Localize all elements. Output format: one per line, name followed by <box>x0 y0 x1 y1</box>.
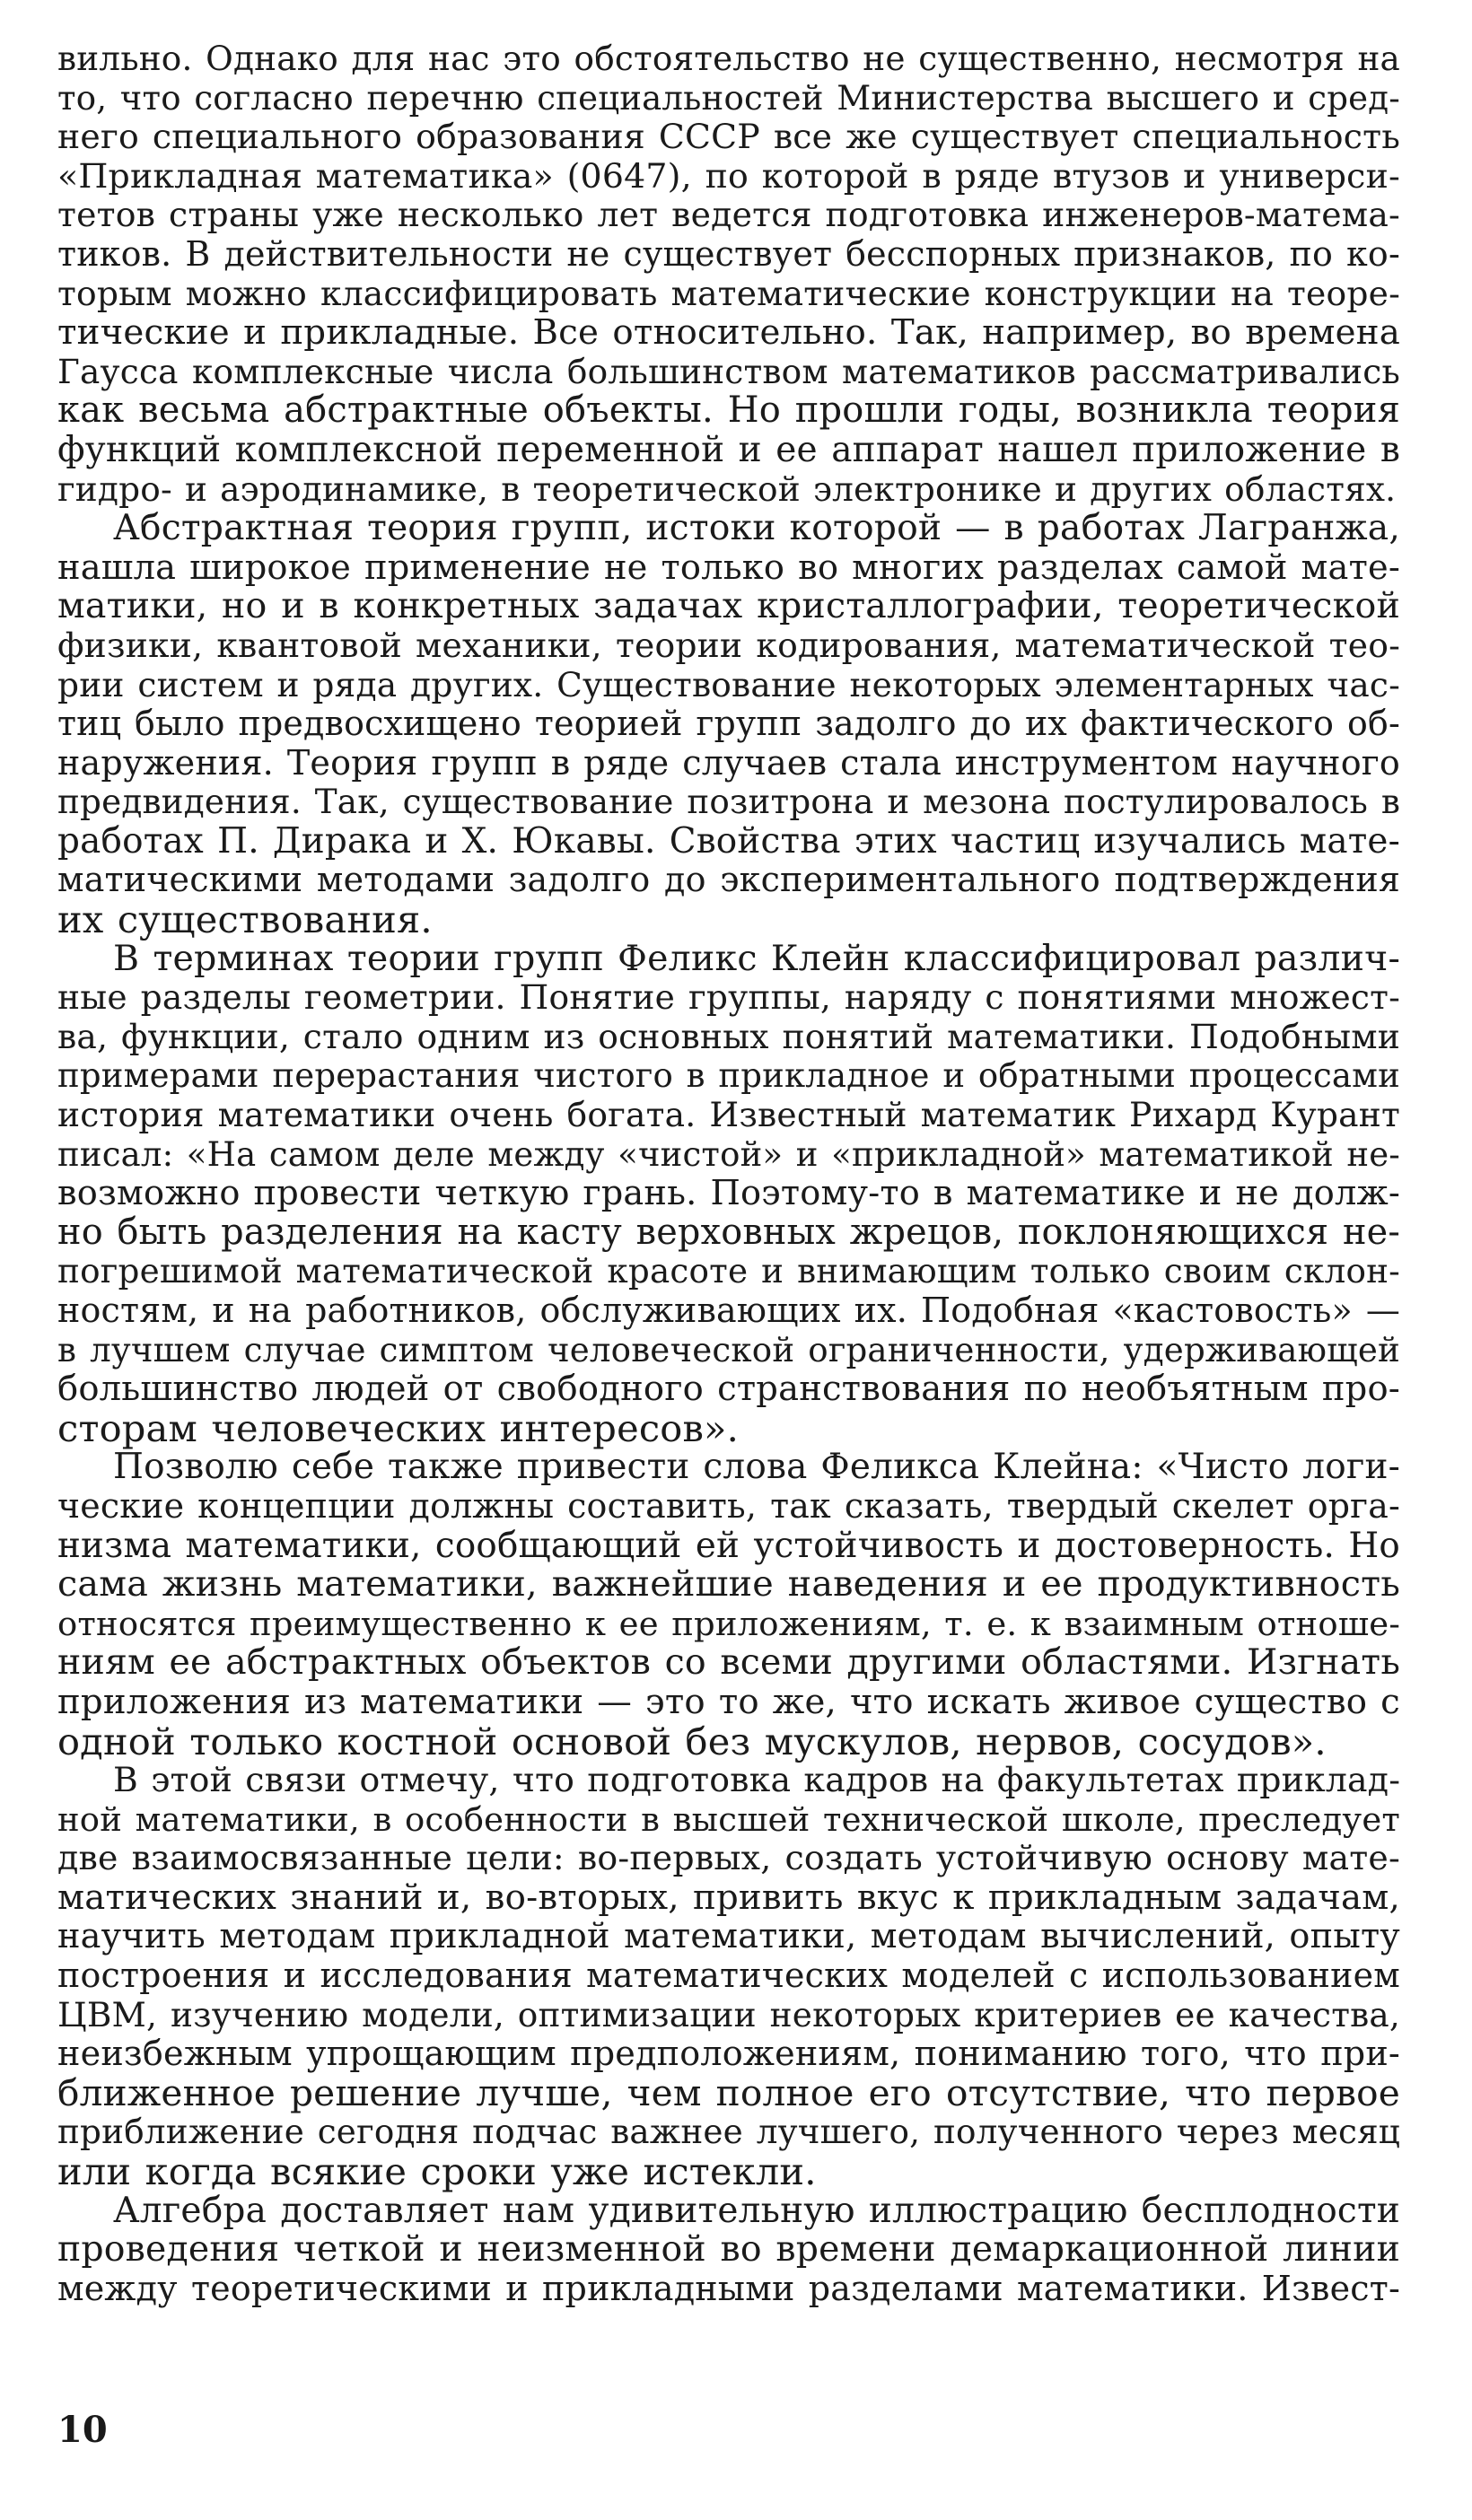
text-line: наружения. Теория групп в ряде случаев стала инструментом научного <box>57 742 1400 783</box>
text-line: приложения из математики — это то же, что искать живое существо с <box>57 1681 1400 1722</box>
text-line: ва, функции, стало одним из основных понятий математики. Подобными <box>57 1016 1400 1056</box>
text-line: Гаусса комплексные числа большинством математиков рассматривались <box>57 351 1400 391</box>
paragraph-1 <box>57 39 1400 509</box>
text-line: В терминах теории групп Феликс Клейн классифицировал различ- <box>113 937 1400 979</box>
text-line: одной только костной основой без мускулов, нервов, сосудов». <box>57 1719 1327 1763</box>
paragraph-5 <box>57 1761 1400 2192</box>
text-line: тиц было предвосхищено теорией групп задолго до их фактического об- <box>57 704 1400 744</box>
text-line: торым можно классифицировать математические конструкции на теоре- <box>57 273 1400 313</box>
text-line: низма математики, сообщающий ей устойчивость и достоверность. Но <box>57 1525 1400 1566</box>
text-line: сама жизнь математики, важнейшие наведения и ее продуктивность <box>57 1563 1400 1606</box>
text-line: матических знаний и, во-вторых, привить вкус к прикладным задачам, <box>57 1877 1400 1918</box>
text-line: вильно. Однако для нас это обстоятельство не существенно, несмотря на <box>57 39 1400 78</box>
text-line: или когда всякие сроки уже истекли. <box>57 2149 817 2194</box>
text-line: но быть разделения на касту верховных жрецов, поклоняющихся не- <box>57 1211 1400 1253</box>
text-line: физики, квантовой механики, теории кодирования, математической тео- <box>57 625 1400 665</box>
page-number: 10 <box>57 2409 108 2451</box>
text-line: тиков. В действительности не существует бесспорных признаков, по ко- <box>57 233 1400 274</box>
text-line: между теоретическими и прикладными разделами математики. Извест- <box>57 2268 1400 2308</box>
text-line: рии систем и ряда других. Существование некоторых элементарных час- <box>57 664 1400 704</box>
text-line: погрешимой математической красоте и внимающим только своим склон- <box>57 1251 1400 1291</box>
text-line: тетов страны уже несколько лет ведется подготовка инженеров-матема- <box>57 195 1400 235</box>
text-line: гидро- и аэродинамике, в теоретической электронике и других областях. <box>57 468 1397 509</box>
text-line: история математики очень богата. Известный математик Рихард Курант <box>57 1095 1400 1135</box>
text-line: ные разделы геометрии. Понятие группы, наряду с понятиями множест- <box>57 977 1400 1018</box>
paragraph-4 <box>57 1448 1400 1761</box>
text-line: то, что согласно перечню специальностей Министерства высшего и сред- <box>57 78 1400 118</box>
text-line: ностям, и на работников, обслуживающих их. Подобная «кастовость» — <box>57 1291 1400 1330</box>
text-line: матики, но и в конкретных задачах кристаллографии, теоретической <box>57 585 1400 627</box>
book-page <box>57 39 1400 2463</box>
text-line: него специального образования СССР все же существует специальность <box>57 117 1400 157</box>
text-line: «Прикладная математика» (0647), по которой в ряде втузов и универси- <box>57 155 1400 196</box>
text-line: неизбежным упрощающим предположениям, пониманию того, что при- <box>57 2034 1400 2074</box>
text-line: Абстрактная теория групп, истоки которой — в работах Лагранжа, <box>113 508 1400 549</box>
text-line: сторам человеческих интересов». <box>57 1405 740 1450</box>
text-line: Позволю себе также привести слова Феликса Клейна: «Чисто логи- <box>113 1447 1400 1488</box>
text-line: писал: «На самом деле между «чистой» и «прикладной» математикой не- <box>57 1134 1400 1174</box>
text-line: научить методам прикладной математики, методам вычислений, опыту <box>57 1916 1400 1956</box>
text-line: примерами перерастания чистого в прикладное и обратными процессами <box>57 1056 1400 1096</box>
paragraph-2 <box>57 509 1400 940</box>
text-line: тические и прикладные. Все относительно. Так, например, во времена <box>57 312 1400 354</box>
paragraph-3 <box>57 937 1400 1450</box>
text-line: проведения четкой и неизменной во времени демаркационной линии <box>57 2228 1400 2271</box>
text-line: работах П. Дирака и Х. Юкавы. Свойства этих частиц изучались мате- <box>57 820 1400 862</box>
text-line: нашла широкое применение не только во многих разделах самой мате- <box>57 547 1400 588</box>
text-line: построения и исследования математических моделей с использованием <box>57 1956 1400 1996</box>
text-line: матическими методами задолго до экспериментального подтверждения <box>57 860 1400 900</box>
text-line: как весьма абстрактные объекты. Но прошли годы, возникла теория <box>57 389 1400 432</box>
text-line: В этой связи отмечу, что подготовка кадров на факультетах приклад- <box>113 1760 1401 1800</box>
text-line: их существования. <box>57 897 433 942</box>
text-line: возможно провести четкую грань. Поэтому-то в математике и не долж- <box>57 1173 1400 1214</box>
text-line: приближение сегодня подчас важнее лучшего, полученного через месяц <box>57 2112 1400 2152</box>
text-line: Алгебра доставляет нам удивительную иллюстрацию бесплодности <box>113 2190 1400 2231</box>
text-line: предвидения. Так, существование позитрона и мезона постулировалось в <box>57 782 1400 822</box>
text-line: ческие концепции должны составить, так сказать, твердый скелет орга- <box>57 1485 1400 1526</box>
text-line: ной математики, в особенности в высшей технической школе, преследует <box>57 1799 1400 1839</box>
text-line: большинство людей от свободного странствования по необъятным про- <box>57 1369 1400 1410</box>
text-line: функций комплексной переменной и ее аппарат нашел приложение в <box>57 429 1400 470</box>
text-line: в лучшем случае симптом человеческой ограниченности, удерживающей <box>57 1330 1400 1369</box>
text-line: относятся преимущественно к ее приложениям, т. е. к взаимным отноше- <box>57 1604 1400 1643</box>
text-line: две взаимосвязанные цели: во-первых, создать устойчивую основу мате- <box>57 1838 1400 1878</box>
text-line: ЦВМ, изучению модели, оптимизации некоторых критериев ее качества, <box>57 1994 1400 2034</box>
text-line: ближенное решение лучше, чем полное его отсутствие, что первое <box>57 2070 1400 2114</box>
paragraph-6 <box>57 2192 1400 2309</box>
text-line: ниям ее абстрактных объектов со всеми другими областями. Изгнать <box>57 1641 1400 1684</box>
